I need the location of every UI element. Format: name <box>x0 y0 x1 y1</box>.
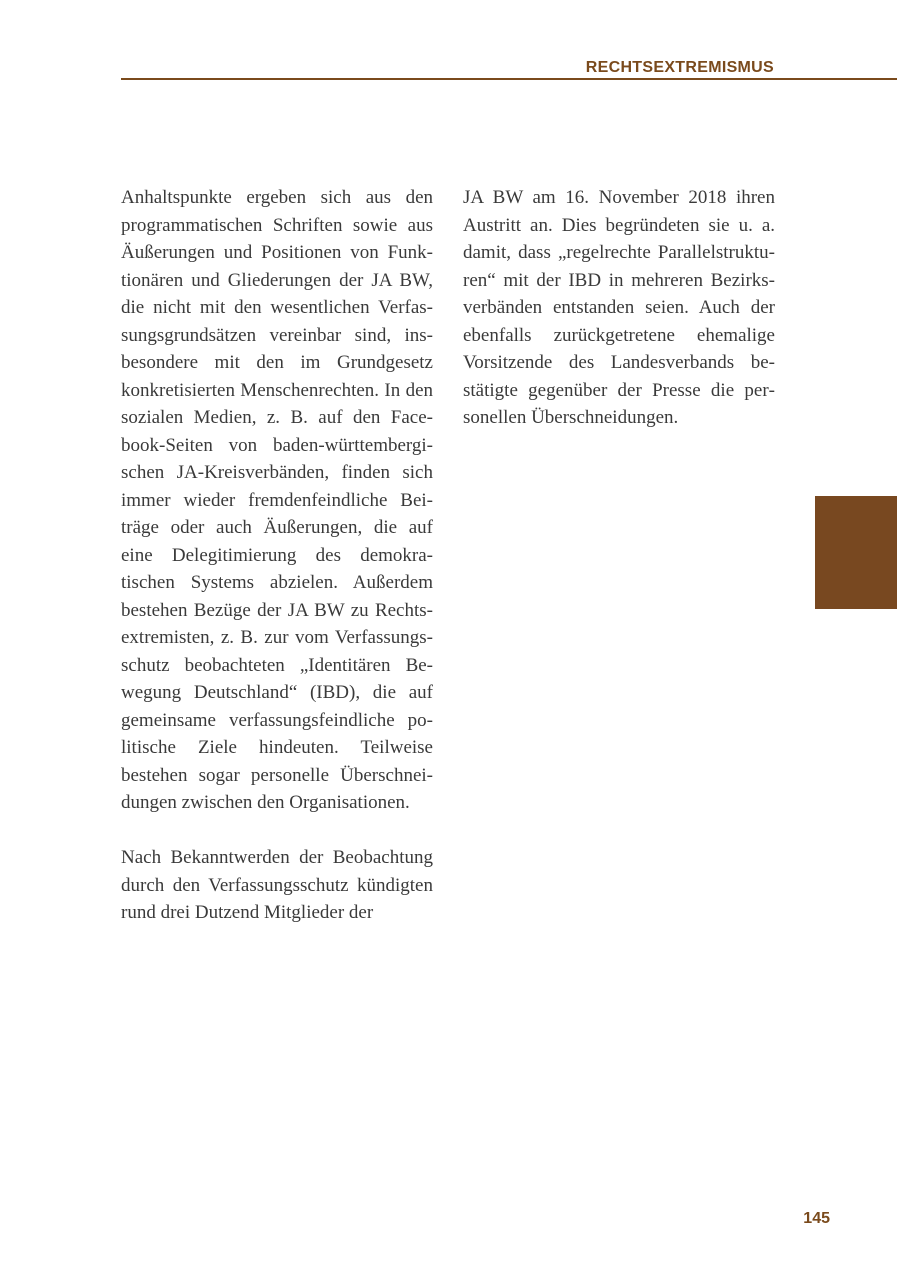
left-text-column <box>121 184 433 927</box>
body-paragraph: JA BW am 16. November 2018 ihren Austritt an. Dies begründeten sie u. a. damit, dass „regelrechte Parallelstrukturen“ mit der IBD in mehreren Bezirksverbänden entstanden seien. Auch der ebenfalls zurückgetretene ehemalige Vorsitzende des Landesverbands bestätigte gegenüber der Presse die personellen Überschneidungen. <box>463 187 775 428</box>
running-header-title: RECHTSEXTREMISMUS <box>585 59 774 76</box>
body-paragraph: Nach Bekanntwerden der Beobachtung durch den Verfassungsschutz kündigten rund drei Dutzend Mitglieder der <box>121 847 433 923</box>
body-paragraph: Anhaltspunkte ergeben sich aus den programmatischen Schriften sowie aus Äußerungen und Positionen von Funktionären und Gliederungen der JA BW, die nicht mit den wesentlichen Verfassungsgrundsätzen vereinbar sind, insbesondere mit den im Grundgesetz konkretisierten Menschenrechten. In den sozialen Medien, z. B. auf den Facebook-Seiten von baden-württembergischen JA-Kreisverbänden, finden sich immer wieder fremdenfeindliche Beiträge oder auch Äußerungen, die auf eine Delegitimierung des demokratischen Systems abzielen. Außerdem bestehen Bezüge der JA BW zu Rechtsextremisten, z. B. zur vom Verfassungsschutz beobachteten „Identitären Bewegung Deutschland“ (IBD), die auf gemeinsame verfassungsfeindliche politische Ziele hindeuten. Teilweise bestehen sogar personelle Überschneidungen zwischen den Organisationen. <box>121 187 433 813</box>
right-text-column <box>463 184 775 432</box>
chapter-marker-tab <box>815 496 897 609</box>
page-number: 145 <box>803 1210 830 1227</box>
header-divider <box>121 78 897 80</box>
